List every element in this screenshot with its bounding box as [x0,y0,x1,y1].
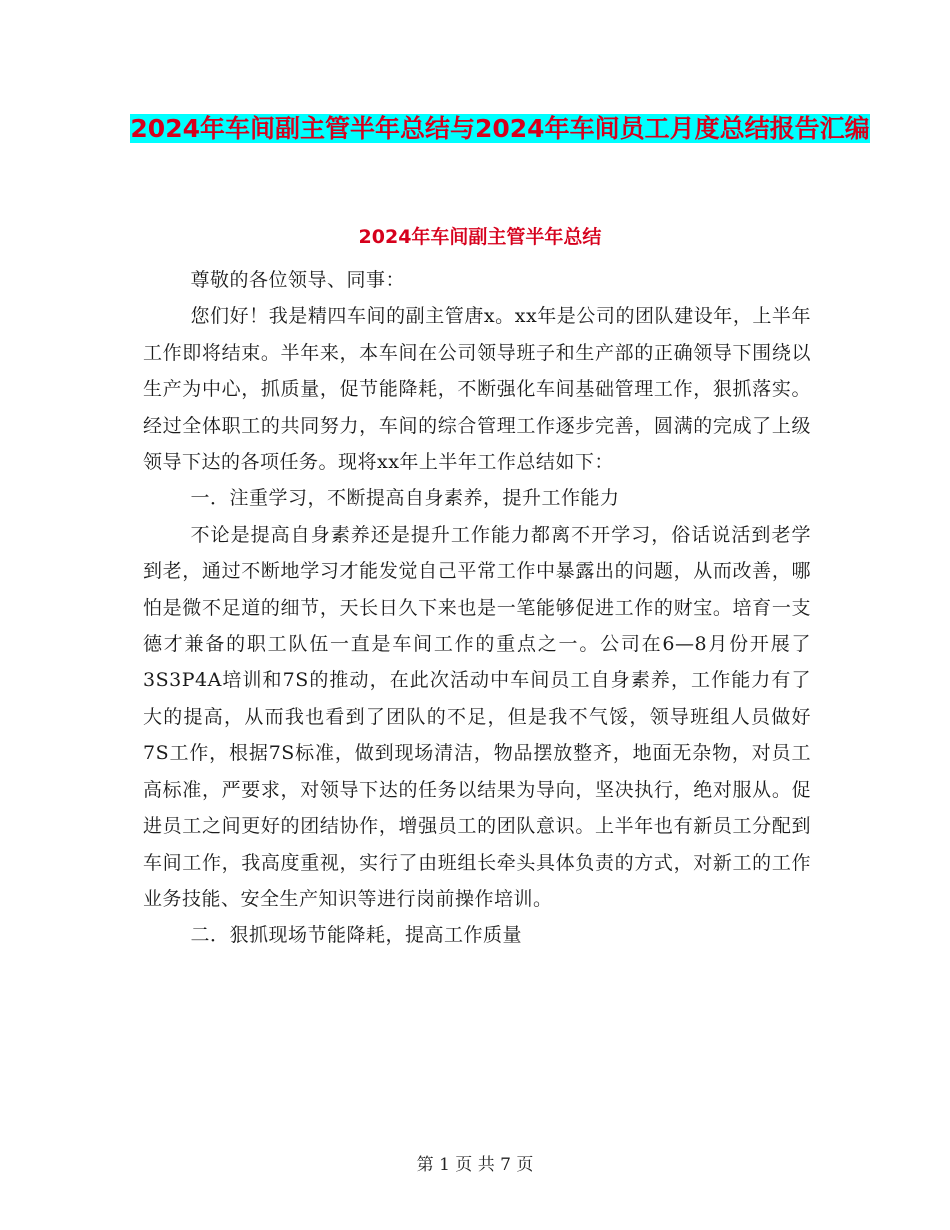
document-title [120,106,880,152]
intro-paragraph: 您们好！我是精四车间的副主管唐x。xx年是公司的团队建设年，上半年工作即将结束。半年来，本车间在公司领导班子和生产部的正确领导下围绕以生产为中心，抓质量，促节能降耗，不断强化车间基础管理工作，狠抓落实。经过全体职工的共同努力，车间的综合管理工作逐步完善，圆满的完成了上级领导下达的各项任务。现将xx年上半年工作总结如下： [143,305,811,474]
salutation-paragraph: 尊敬的各位领导、同事： [190,269,406,291]
document-body [143,262,811,954]
document-title-text: 2024年车间副主管半年总结与2024年车间员工月度总结报告汇编 [130,114,870,143]
section-title: 2024年车间副主管半年总结 [358,226,602,248]
page-number-footer: 第 1 页 共 7 页 [416,1155,534,1175]
body-paragraph-1: 不论是提高自身素养还是提升工作能力都离不开学习，俗话说活到老学到老，通过不断地学习才能发觉自己平常工作中暴露出的问题，从而改善，哪怕是微不足道的细节，天长日久下来也是一笔能够促进工作的财宝。培育一支德才兼备的职工队伍一直是车间工作的重点之一。公司在6—8月份开展了3S3P4A培训和7S的推动，在此次活动中车间员工自身素养，工作能力有了大的提高，从而我也看到了团队的不足，但是我不气馁，领导班组人员做好7S工作，根据7S标准，做到现场清洁，物品摆放整齐，地面无杂物，对员工高标准，严要求，对领导下达的任务以结果为导向，坚决执行，绝对服从。促进员工之间更好的团结协作，增强员工的团队意识。上半年也有新员工分配到车间工作，我高度重视，实行了由班组长牵头具体负责的方式，对新工的工作业务技能、安全生产知识等进行岗前操作培训。 [143,523,811,910]
heading-paragraph-1: 一．注重学习，不断提高自身素养，提升工作能力 [190,487,620,510]
heading-paragraph-2: 二．狠抓现场节能降耗，提高工作质量 [190,924,523,947]
